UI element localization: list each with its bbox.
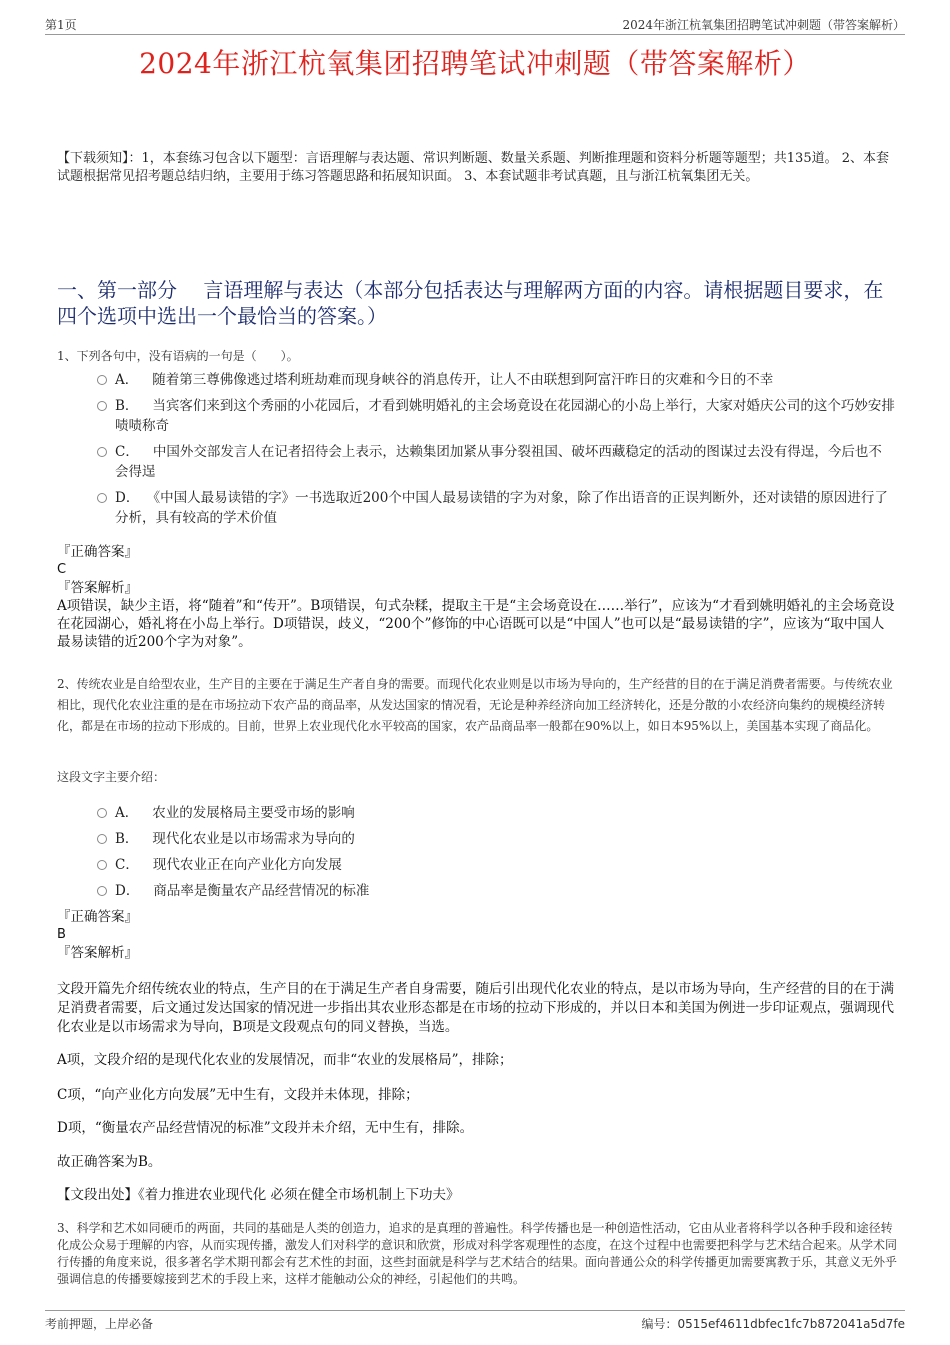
question-2-options [95,803,895,907]
radio-icon[interactable] [97,860,107,870]
page-footer [45,1310,905,1333]
question-2-analysis-a: A项，文段介绍的是现代化农业的发展情况，而非“农业的发展格局”，排除； [57,1052,513,1068]
document-id: 编号：0515ef4611dbfec1fc7b872041a5d7fe [641,1317,905,1331]
question-1-stem: 1、下列各句中，没有语病的一句是（ ）。 [57,349,299,363]
correct-answer-label: 『正确答案』 [57,544,138,560]
question-2-analysis-final: 故正确答案为B。 [57,1154,162,1170]
question-1-answer [57,543,897,651]
question-2-analysis-c: C项，“向产业化方向发展”无中生有，文段并未体现，排除； [57,1087,419,1103]
option-b[interactable]: B． 当宾客们来到这个秀丽的小花园后，才看到姚明婚礼的主会场竟设在花园湖心的小岛上举行，大家对婚庆公司的这个巧妙安排啧啧称奇 [95,396,895,436]
option-c[interactable]: C． 现代农业正在向产业化方向发展 [95,855,895,875]
question-2-prompt: 这段文字主要介绍： [57,770,166,784]
analysis-text: A项错误，缺少主语，将“随着”和“传开”。B项错误，句式杂糅，提取主干是“主会场竟设在……举行”，应该为“才看到姚明婚礼的主会场竟设在花园湖心，婚礼将在小岛上举行。D项错误，歧义，“200个”修饰的中心语既可以是“中国人”也可以是“最易读错的字”，应该为“取中国人最易读错的近200个字为对象”。 [57,598,895,650]
section-title: 一、第一部分 言语理解与表达（本部分包括表达与理解两方面的内容。请根据题目要求，在四个选项中选出一个最恰当的答案。） [57,278,884,328]
radio-icon[interactable] [97,808,107,818]
option-d[interactable]: D． 商品率是衡量农产品经营情况的标准 [95,881,895,901]
page-number: 第1页 [45,18,77,32]
analysis-label: 『答案解析』 [57,580,138,596]
question-1-options [95,370,895,534]
question-2-analysis-main: 文段开篇先介绍传统农业的特点，生产目的在于满足生产者自身需要，随后引出现代化农业的特点，是以市场为导向，生产经营的目的在于满足消费者需要，后文通过发达国家的情况进一步指出其农业形态都是在市场的拉动下形成的，并以日本和美国为例进一步印证观点，强调现代化农业是以市场需求为导向，B项是文段观点句的同义替换，当选。 [57,981,894,1035]
radio-icon[interactable] [97,401,107,411]
document-title: 2024年浙江杭氧集团招聘笔试冲刺题（带答案解析） [139,47,811,80]
footer-slogan: 考前押题，上岸必备 [45,1317,154,1331]
question-2-source: 【文段出处】《着力推进农业现代化 必须在健全市场机制上下功夫》 [57,1187,460,1203]
radio-icon[interactable] [97,375,107,385]
radio-icon[interactable] [97,447,107,457]
question-2-stem: 2、传统农业是自给型农业，生产目的主要在于满足生产者自身的需要。而现代化农业则是以市场为导向的，生产经营的目的在于满足消费者需要。与传统农业相比，现代化农业注重的是在市场拉动下农产品的商品率，从发达国家的情况看，无论是种养经济向加工经济转化，还是分散的小农经济向集约的规模经济转化，都是在市场的拉动下形成的。目前，世界上农业现代化水平较高的国家，农产品商品率一般都在90%以上，如日本95%以上，美国基本实现了商品化。 [57,677,893,733]
option-c[interactable]: C． 中国外交部发言人在记者招待会上表示，达赖集团加紧从事分裂祖国、破坏西藏稳定的活动的图谋过去没有得逞，今后也不会得逞 [95,442,895,482]
download-notice: 【下载须知】：1，本套练习包含以下题型：言语理解与表达题、常识判断题、数量关系题、判断推理题和资料分析题等题型；共135道。 2、本套试题根据常见招考题总结归纳，主要用于练习答题思路和拓展知识面。 3、本套试题非考试真题，且与浙江杭氧集团无关。 [57,151,889,184]
radio-icon[interactable] [97,834,107,844]
option-a[interactable]: A． 随着第三尊佛像逃过塔利班劫难而现身峡谷的消息传开，让人不由联想到阿富汗昨日的灾难和今日的不幸 [95,370,895,390]
question-3-stem: 3、科学和艺术如同硬币的两面，共同的基础是人类的创造力，追求的是真理的普遍性。科学传播也是一种创造性活动，它由从业者将科学以各种手段和途径转化成公众易于理解的内容，从而实现传播，激发人们对科学的意识和欣赏，形成对科学客观理性的态度，在这个过程中也需要把科学与艺术结合起来。从学术同行传播的角度来说，很多著名学术期刊都会有艺术性的封面，这些封面就是科学与艺术结合的结果。面向普通公众的科学传播更加需要寓教于乐，其意义无外乎强调信息的传播要嫁接到艺术的手段上来，这样才能触动公众的神经，引起他们的共鸣。 [57,1221,898,1286]
header-doc-title: 2024年浙江杭氧集团招聘笔试冲刺题（带答案解析） [622,18,905,32]
question-2-analysis-d: D项，“衡量农产品经营情况的标准”文段并未介绍，无中生有，排除。 [57,1120,474,1136]
correct-answer-label: 『正确答案』 [57,909,138,925]
radio-icon[interactable] [97,886,107,896]
question-2-answer [57,908,897,962]
option-b[interactable]: B． 现代化农业是以市场需求为导向的 [95,829,895,849]
correct-answer: C [57,562,67,577]
radio-icon[interactable] [97,493,107,503]
option-d[interactable]: D． 《中国人最易读错的字》一书选取近200个中国人最易读错的字为对象，除了作出语音的正误判断外，还对读错的原因进行了分析，具有较高的学术价值 [95,488,895,528]
analysis-label: 『答案解析』 [57,945,138,961]
correct-answer: B [57,927,66,942]
page-header [45,14,905,35]
option-a[interactable]: A． 农业的发展格局主要受市场的影响 [95,803,895,823]
